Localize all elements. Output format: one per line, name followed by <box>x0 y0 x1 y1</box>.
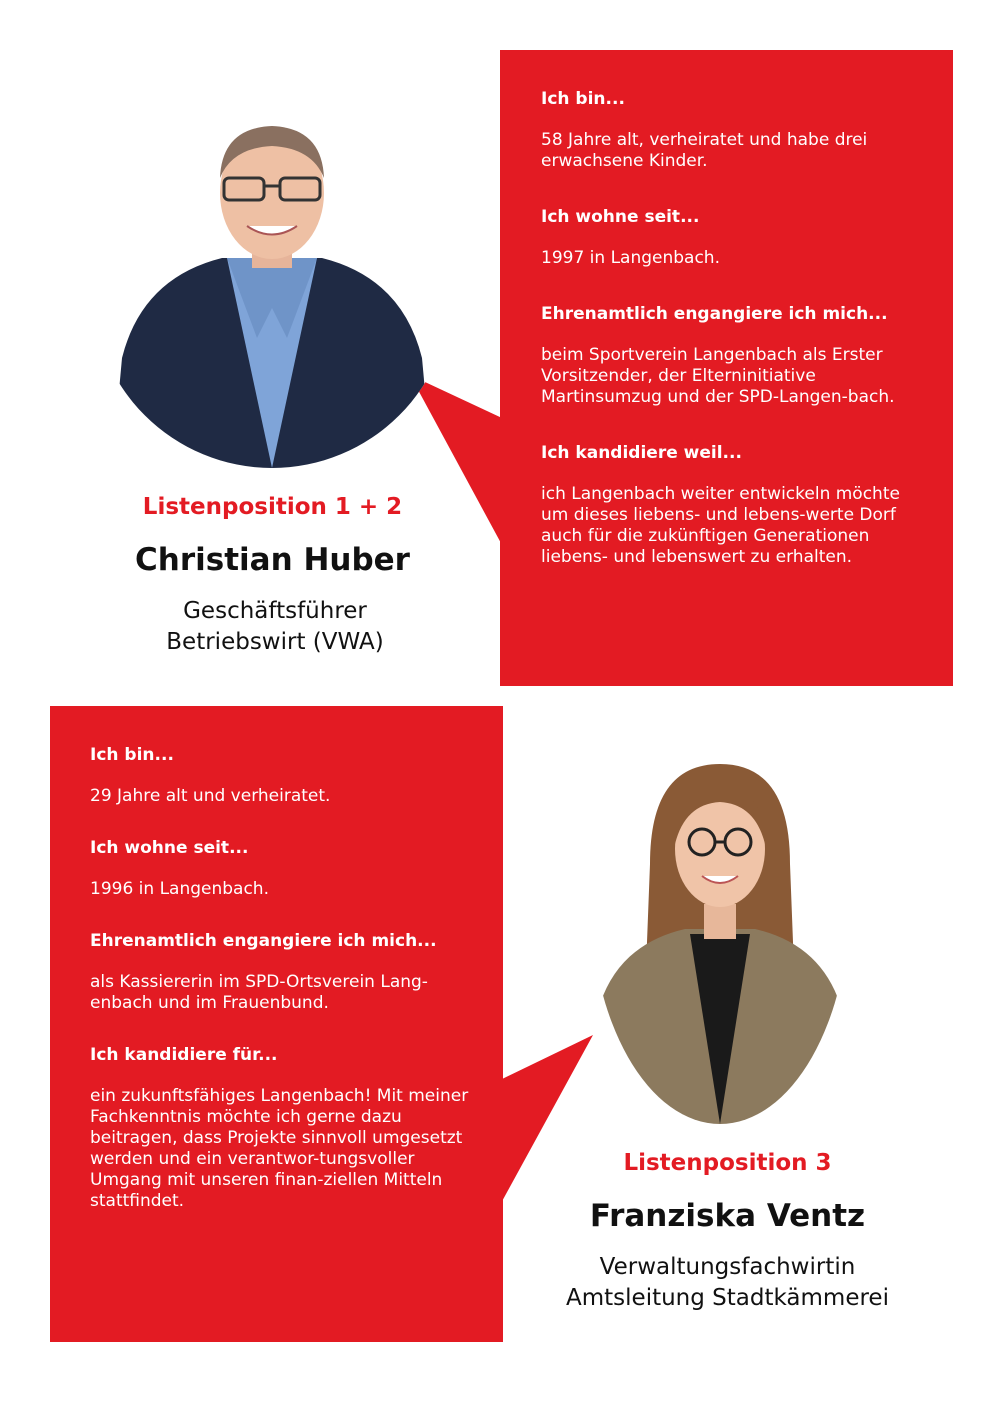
candidate1-q1: Ich bin... <box>541 89 625 109</box>
speech-bubble-tail-2 <box>498 1030 598 1210</box>
candidate2-q4: Ich kandidiere für... <box>90 1045 278 1065</box>
candidate2-a1: 29 Jahre alt und verheiratet. <box>90 786 331 806</box>
candidate2-role-line1: Verwaltungsfachwirtin <box>599 1254 856 1280</box>
candidate1-q4: Ich kandidiere weil... <box>541 443 742 463</box>
candidate1-q2: Ich wohne seit... <box>541 207 700 227</box>
candidate2-q1: Ich bin... <box>90 745 174 765</box>
portrait-man-icon <box>92 108 452 468</box>
candidate1-role-line1: Geschäftsführer <box>183 598 367 624</box>
candidate2-name: Franziska Ventz <box>589 1198 866 1234</box>
candidate1-info-box <box>500 50 953 686</box>
candidate1-name: Christian Huber <box>135 542 410 578</box>
candidate2-role <box>515 1252 940 1314</box>
candidate1-a1: 58 Jahre alt, verheiratet und habe drei erwachsene Kinder. <box>541 130 868 171</box>
candidate2-a2: 1996 in Langenbach. <box>90 879 269 899</box>
candidate1-list-position: Listenposition 1 + 2 <box>142 494 403 520</box>
candidate1-role <box>90 596 460 658</box>
candidate2-a4: ein zukunftsfähiges Langenbach! Mit meiner Fachkenntnis möchte ich gerne dazu beitragen, dass Projekte sinnvoll umgesetzt werden und ein verantwor-tungsvoller Umgang mit unseren finan-ziellen Mitteln stattfindet. <box>90 1086 469 1211</box>
portrait-woman-icon <box>590 744 850 1124</box>
candidate2-a3: als Kassiererin im SPD-Ortsverein Lang-enbach und im Frauenbund. <box>90 972 428 1013</box>
candidate1-role-line2: Betriebswirt (VWA) <box>166 629 384 655</box>
candidate2-info-box <box>50 706 503 1342</box>
candidate1-photo <box>92 108 452 468</box>
candidate2-q2: Ich wohne seit... <box>90 838 249 858</box>
candidate2-photo <box>590 744 850 1124</box>
candidate2-q3: Ehrenamtlich engangiere ich mich... <box>90 931 437 951</box>
candidate1-a4: ich Langenbach weiter entwickeln möchte um dieses liebens- und lebens-werte Dorf auch für die zukünftigen Generationen liebens- und lebenswert zu erhalten. <box>541 484 900 567</box>
candidate2-list-position: Listenposition 3 <box>623 1150 832 1176</box>
speech-bubble-tail-1 <box>405 370 505 550</box>
candidate1-a3: beim Sportverein Langenbach als Erster Vorsitzender, der Elterninitiative Martinsumzug und der SPD-Langen-bach. <box>541 345 895 407</box>
candidate1-a2: 1997 in Langenbach. <box>541 248 720 268</box>
candidate1-q3: Ehrenamtlich engangiere ich mich... <box>541 304 888 324</box>
candidate2-role-line2: Amtsleitung Stadtkämmerei <box>566 1285 889 1311</box>
